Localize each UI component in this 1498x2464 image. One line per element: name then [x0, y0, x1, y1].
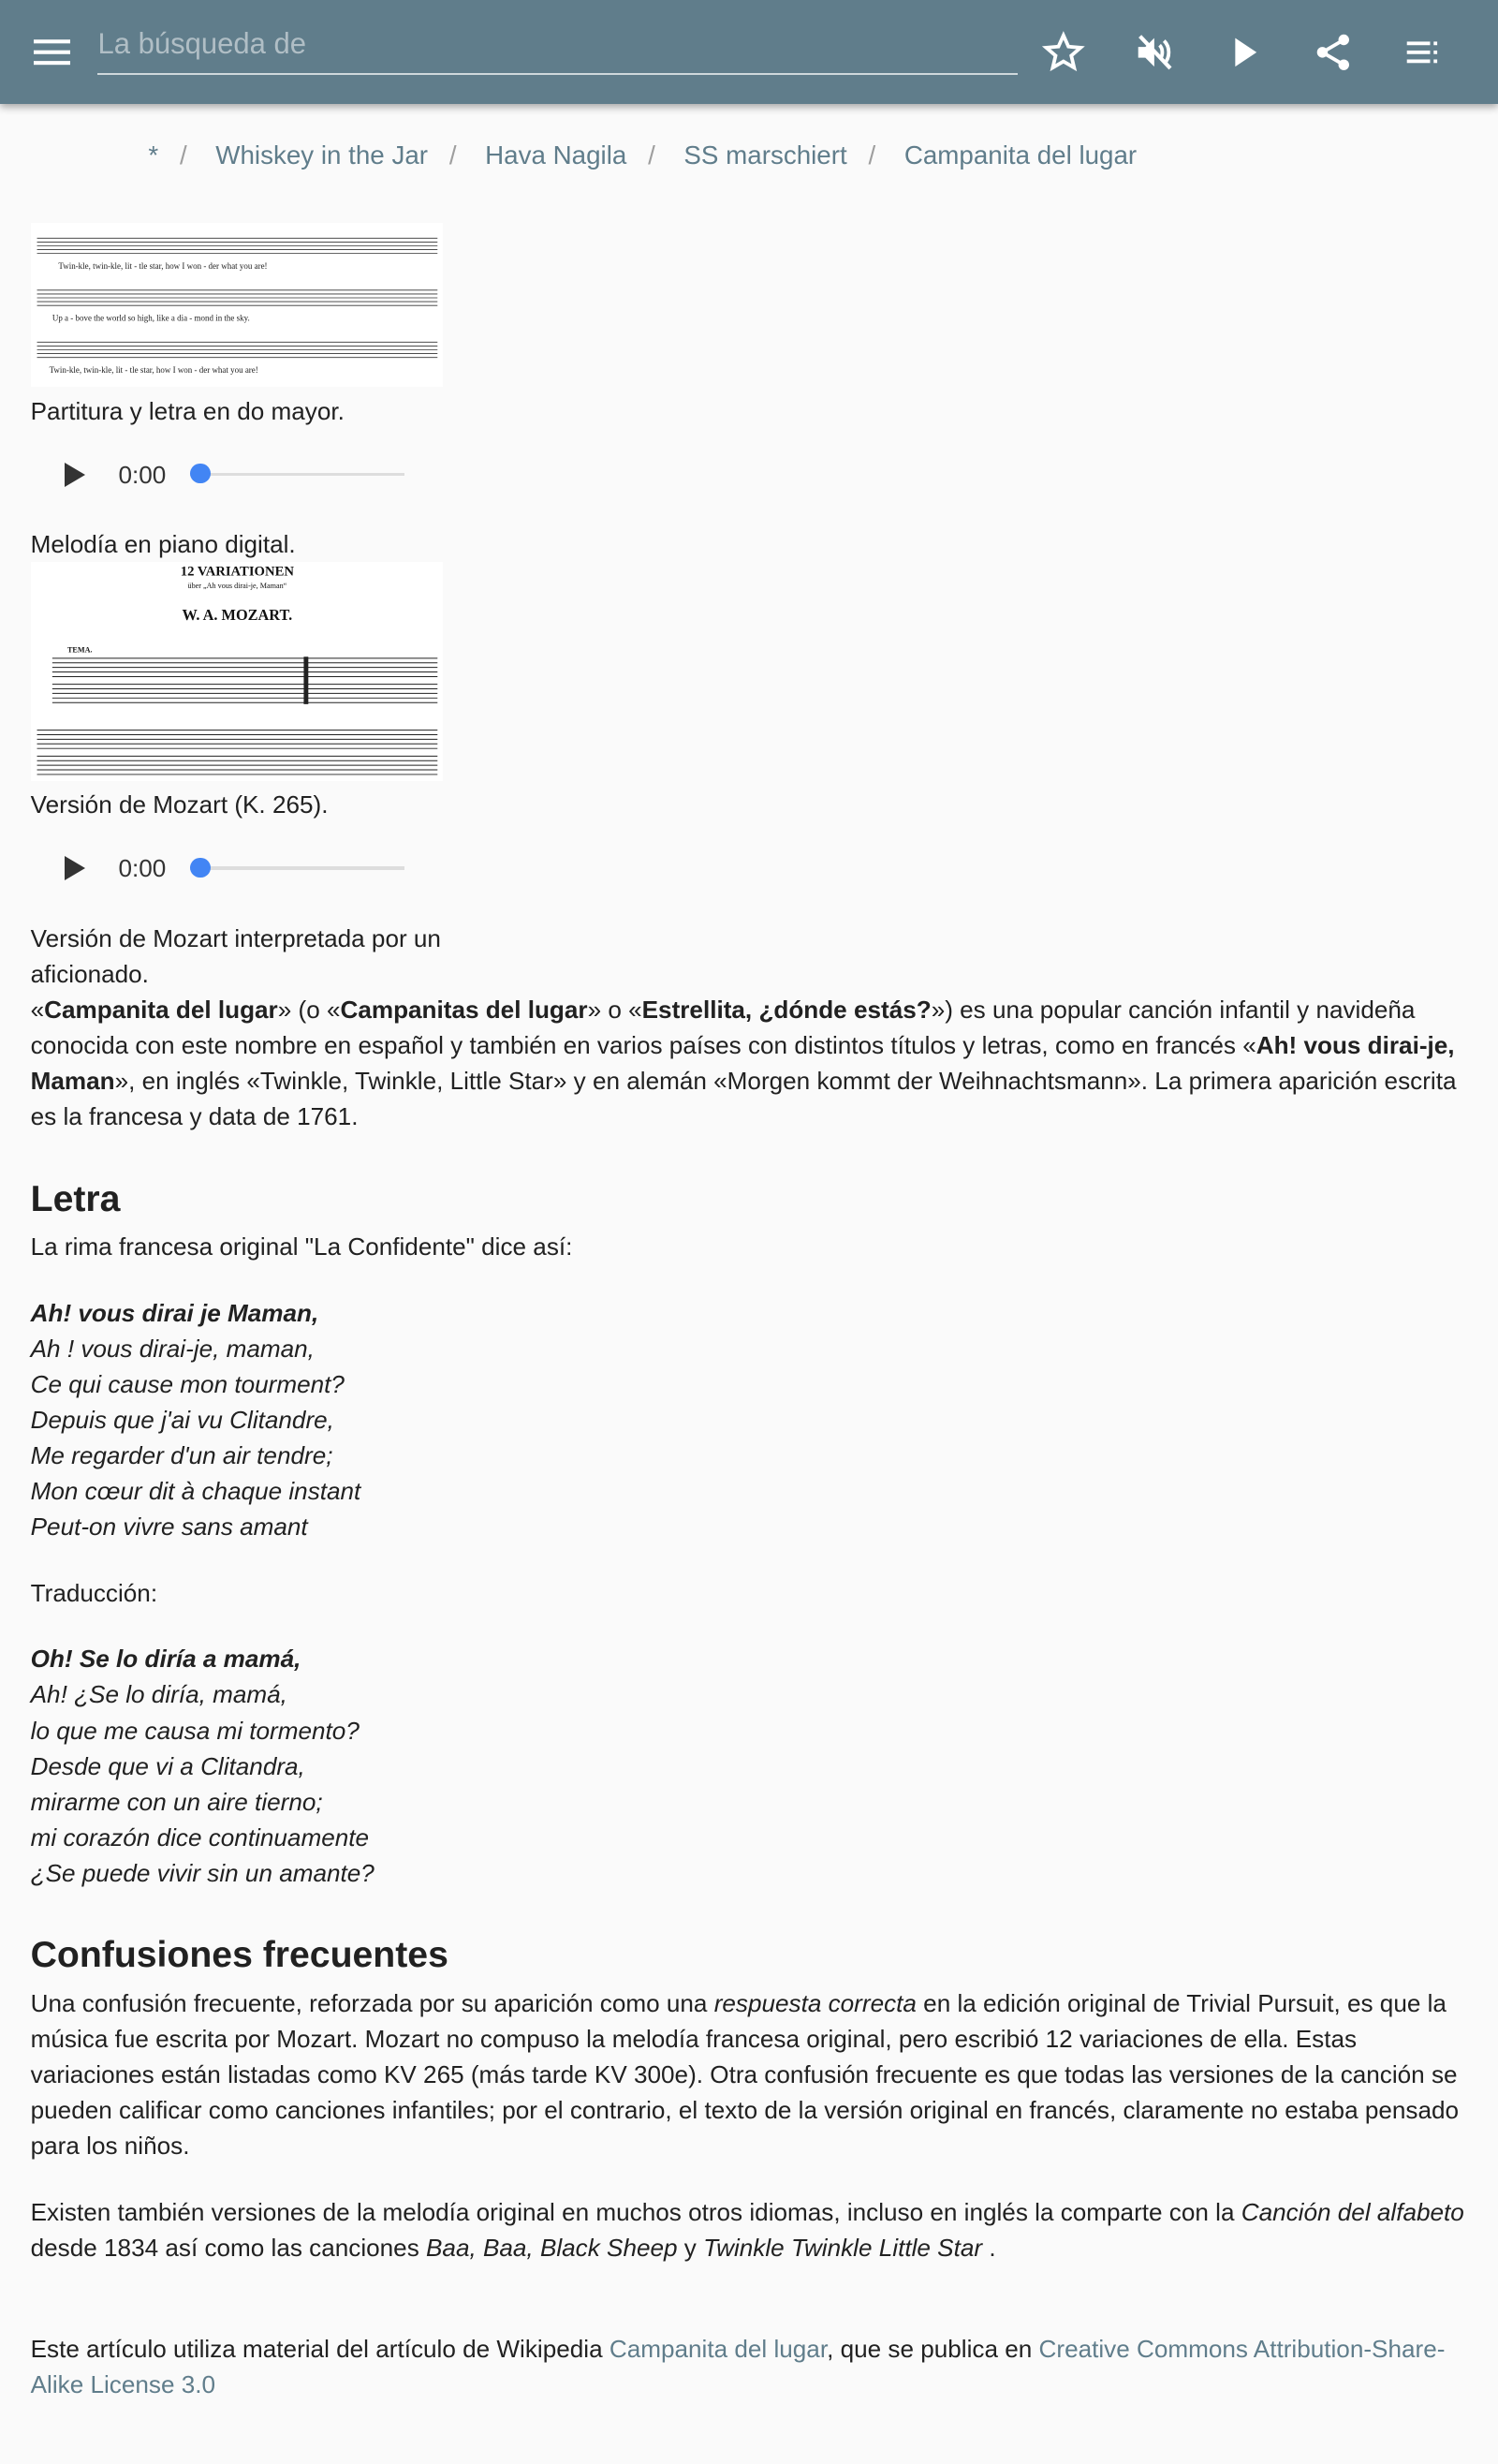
figure-caption: Partitura y letra en do mayor. — [30, 396, 345, 425]
audio-seek-slider[interactable] — [190, 866, 404, 869]
star-icon[interactable] — [1042, 31, 1085, 74]
seek-knob[interactable] — [190, 858, 210, 878]
italic-text: respuesta correcta — [713, 1988, 917, 2017]
audio-caption: Versión de Mozart interpretada por un aficionado. — [30, 923, 441, 988]
separator: / — [180, 140, 187, 170]
verse-line: mirarme con un aire tierno; — [30, 1787, 323, 1816]
verse-title: Oh! Se lo diría a mamá, — [30, 1645, 301, 1674]
app-header — [0, 0, 1498, 104]
text: « — [30, 995, 45, 1024]
spanish-lyrics — [31, 1641, 1468, 1890]
text: Una confusión frecuente, reforzada por su aparición como una — [30, 1988, 714, 2017]
breadcrumb-item[interactable]: Hava Nagila — [485, 140, 627, 170]
audio-player — [31, 837, 1468, 898]
volume-off-icon[interactable] — [1133, 31, 1176, 74]
text: », en inglés «Twinkle, Twinkle, Little Star» y en alemán «Morgen kommt der Weihnachtsmann». La primera aparición escrita es la francesa y data de 1761. — [30, 1066, 1457, 1130]
lyrics-line: Up a - bove the world so high, like a dia - mond in the sky. — [51, 313, 250, 323]
bold-text: Estrellita, ¿dónde estás? — [641, 995, 932, 1024]
verse-line: Desde que vi a Clitandra, — [30, 1751, 305, 1780]
letra-intro: La rima francesa original "La Confidente" dice así: — [30, 1232, 573, 1262]
paragraph — [31, 2194, 1468, 2265]
verse-line: Me regarder d'un air tendre; — [30, 1440, 333, 1469]
audio-time: 0:00 — [118, 460, 167, 489]
sheet-music-image[interactable] — [31, 223, 444, 387]
attribution-footer — [31, 2331, 1468, 2402]
separator: / — [868, 140, 876, 170]
bold-text: Ah! vous dirai-je, Maman — [30, 1030, 1455, 1095]
verse-title: Ah! vous dirai je Maman, — [30, 1298, 319, 1327]
lyrics-line: Twin-kle, twin-kle, lit - tle star, how I won - der what you are! — [58, 261, 268, 272]
text: ») es una popular canción infantil y navideña conocida con este nombre en español y también en varios países con distintos títulos y letras, como en francés « — [30, 995, 1416, 1059]
seek-knob[interactable] — [190, 464, 210, 483]
verse-line: mi corazón dice continuamente — [30, 1822, 370, 1852]
score-composer: W. A. MOZART. — [182, 606, 292, 625]
verse-line: Ah ! vous dirai-je, maman, — [30, 1334, 315, 1363]
verse-line: Ah! ¿Se lo diría, mamá, — [30, 1680, 287, 1709]
breadcrumb-item[interactable]: SS marschiert — [683, 140, 847, 170]
figure-caption: Versión de Mozart (K. 265). — [30, 790, 329, 819]
breadcrumb-home[interactable]: * — [148, 140, 159, 170]
verse-line: Mon cœur dit à chaque instant — [30, 1476, 361, 1505]
play-icon[interactable] — [65, 463, 85, 487]
text: en la edición original de Trivial Pursuit, es que la música fue escrita por Mozart. Mozart no compuso la melodía francesa original, pero escribió 12 variaciones de ella. Estas variaciones están listadas como KV 265 (más tarde KV 300e). Otra confusión frecuente es que todas las versiones de la canción se pueden calificar como canciones infantiles; por el contrario, el texto de la versión original en francés, claramente no estaba pensado para los niños. — [30, 1988, 1460, 2161]
share-icon[interactable] — [1312, 31, 1355, 74]
text: Existen también versiones de la melodía original en muchos otros idiomas, incluso en inglés la comparte con la — [30, 2197, 1241, 2226]
text: Este artículo utiliza material del artículo de Wikipedia — [30, 2335, 609, 2364]
lyrics-line: Twin-kle, twin-kle, lit - tle star, how I won - der what you are! — [49, 365, 258, 376]
text: , que se publica en — [827, 2335, 1039, 2364]
text: . — [982, 2233, 996, 2262]
playlist-icon[interactable] — [1402, 31, 1445, 74]
verse-line: Ce qui cause mon tourment? — [30, 1369, 345, 1398]
score-title: 12 VARIATIONEN — [180, 564, 294, 580]
verse-line: Peut-on vivre sans amant — [30, 1512, 308, 1542]
separator: / — [648, 140, 655, 170]
bold-text: Campanita del lugar — [44, 995, 278, 1024]
text: y — [677, 2233, 704, 2262]
italic-text: Canción del alfabeto — [1241, 2197, 1464, 2226]
breadcrumb-item[interactable]: Whiskey in the Jar — [215, 140, 428, 170]
play-icon[interactable] — [1223, 31, 1266, 74]
score-subtitle: über „Ah vous dirai-je, Maman“ — [187, 581, 286, 590]
audio-seek-slider[interactable] — [190, 473, 404, 476]
breadcrumb — [0, 104, 1498, 191]
italic-text: Twinkle Twinkle Little Star — [703, 2233, 983, 2262]
verse-line: lo que me causa mi tormento? — [30, 1716, 360, 1745]
intro-paragraph — [31, 992, 1468, 1134]
translation-label: Traducción: — [30, 1578, 158, 1607]
mozart-score-image[interactable] — [31, 562, 444, 780]
separator: / — [448, 140, 457, 170]
license-link[interactable]: Creative Commons Attribution-Share-Alike License 3.0 — [30, 2335, 1446, 2399]
text: » o « — [587, 995, 642, 1024]
audio-player — [31, 444, 1468, 505]
text: » (o « — [277, 995, 341, 1024]
menu-icon[interactable] — [34, 37, 70, 67]
verse-line: ¿Se puede vivir sin un amante? — [30, 1858, 374, 1887]
section-heading-confusiones: Confusiones frecuentes — [30, 1935, 448, 1976]
paragraph — [31, 1985, 1468, 2163]
search-input[interactable]: La búsqueda de — [97, 22, 1018, 76]
text: desde 1834 así como las canciones — [30, 2233, 427, 2262]
wikipedia-article-link[interactable]: Campanita del lugar — [609, 2335, 828, 2364]
section-heading-letra: Letra — [30, 1178, 121, 1219]
french-lyrics — [31, 1295, 1468, 1544]
audio-time: 0:00 — [118, 854, 167, 883]
breadcrumb-current[interactable]: Campanita del lugar — [903, 140, 1138, 170]
play-icon[interactable] — [65, 856, 85, 880]
italic-text: Baa, Baa, Black Sheep — [426, 2233, 678, 2262]
verse-line: Depuis que j'ai vu Clitandre, — [30, 1405, 334, 1434]
audio-caption: Melodía en piano digital. — [30, 530, 296, 559]
bold-text: Campanitas del lugar — [340, 995, 588, 1024]
score-tema: TEMA. — [66, 645, 93, 655]
